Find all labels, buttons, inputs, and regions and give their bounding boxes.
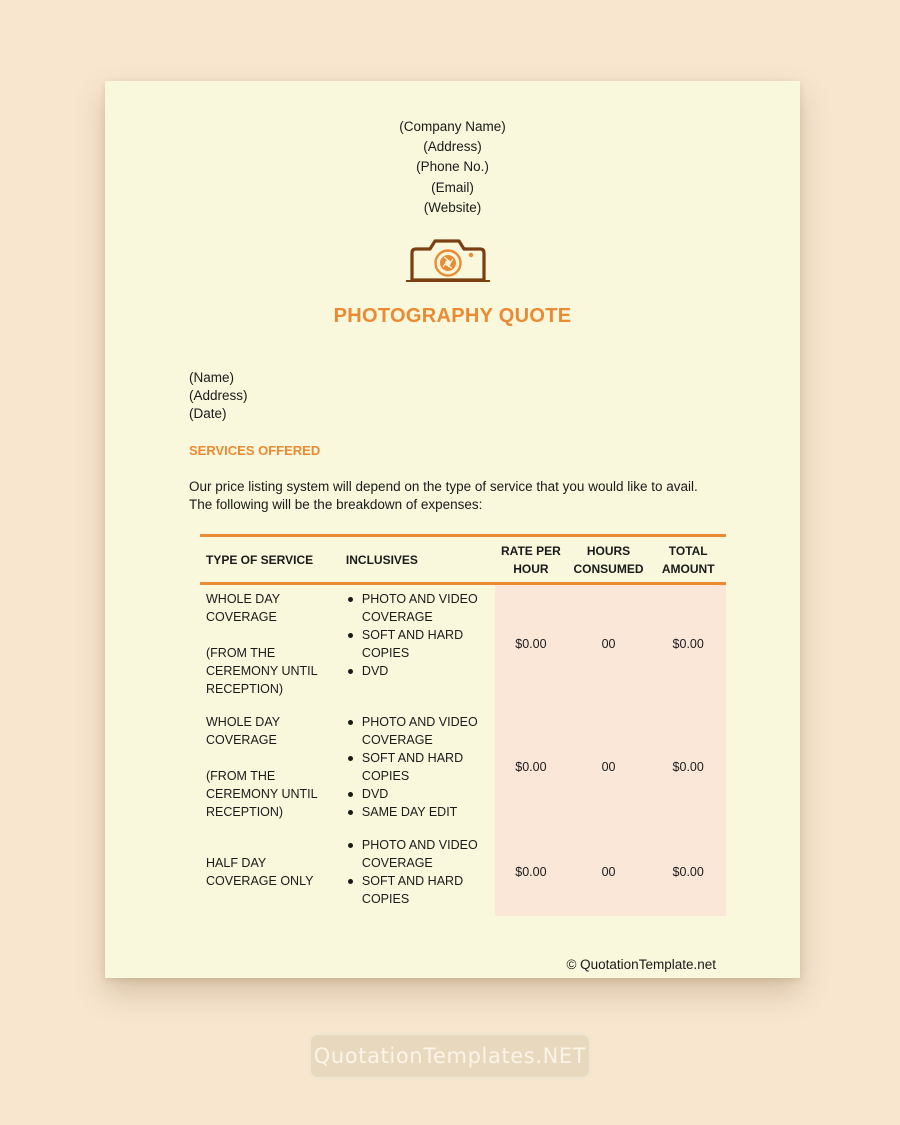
table-row: [200, 709, 726, 832]
table-row: [200, 832, 726, 916]
service-cell: WHOLE DAY COVERAGE (FROM THE CEREMONY UNTIL RECEPTION): [206, 592, 318, 696]
recipient-date: (Date): [189, 406, 227, 421]
services-heading: SERVICES OFFERED: [189, 443, 321, 458]
service-cell: WHOLE DAY COVERAGE (FROM THE CEREMONY UNTIL RECEPTION): [206, 715, 318, 819]
price-table: [200, 534, 726, 916]
list-item: SOFT AND HARD COPIES: [362, 749, 489, 785]
table-header-row: [200, 536, 726, 584]
recipient-block: [189, 369, 248, 423]
watermark-badge: QuotationTemplates.NET: [308, 1032, 592, 1080]
list-item: SAME DAY EDIT: [362, 803, 489, 821]
list-item: PHOTO AND VIDEO COVERAGE: [362, 713, 489, 749]
header-service: TYPE OF SERVICE: [200, 536, 340, 584]
rate-cell: $0.00: [495, 832, 566, 916]
list-item: DVD: [362, 785, 489, 803]
hours-cell: 00: [567, 832, 651, 916]
header-inclusives: INCLUSIVES: [340, 536, 495, 584]
company-header: [105, 117, 800, 218]
header-rate: RATE PER HOUR: [495, 536, 566, 584]
service-cell: HALF DAY COVERAGE ONLY: [206, 856, 314, 888]
table-row: [200, 584, 726, 710]
rate-cell: $0.00: [495, 584, 566, 710]
header-total: TOTAL AMOUNT: [650, 536, 726, 584]
page-title: PHOTOGRAPHY QUOTE: [333, 305, 572, 327]
hours-cell: 00: [567, 709, 651, 832]
rate-cell: $0.00: [495, 709, 566, 832]
total-cell: $0.00: [650, 832, 726, 916]
list-item: PHOTO AND VIDEO COVERAGE: [362, 590, 489, 626]
company-name: (Company Name): [399, 119, 506, 134]
header-hours: HOURS CONSUMED: [567, 536, 651, 584]
inclusives-cell: [340, 832, 495, 916]
list-item: DVD: [362, 662, 489, 680]
company-phone: (Phone No.): [416, 159, 489, 175]
company-address: (Address): [423, 139, 482, 155]
company-email: (Email): [431, 179, 474, 195]
inclusives-cell: [340, 709, 495, 832]
camera-icon: [404, 234, 492, 286]
copyright-notice: © QuotationTemplate.net: [566, 957, 716, 972]
inclusives-cell: [340, 584, 495, 710]
intro-paragraph: Our price listing system will depend on the type of service that you would like to avail. The following will be the breakdown of expenses:: [189, 479, 698, 512]
total-cell: $0.00: [650, 584, 726, 710]
list-item: SOFT AND HARD COPIES: [362, 626, 489, 662]
list-item: SOFT AND HARD COPIES: [362, 872, 489, 908]
recipient-name: (Name): [189, 370, 235, 385]
company-website: (Website): [423, 199, 482, 215]
quote-page: [105, 81, 800, 978]
recipient-address: (Address): [189, 388, 248, 403]
total-cell: $0.00: [650, 709, 726, 832]
hours-cell: 00: [567, 584, 651, 710]
list-item: PHOTO AND VIDEO COVERAGE: [362, 836, 489, 872]
